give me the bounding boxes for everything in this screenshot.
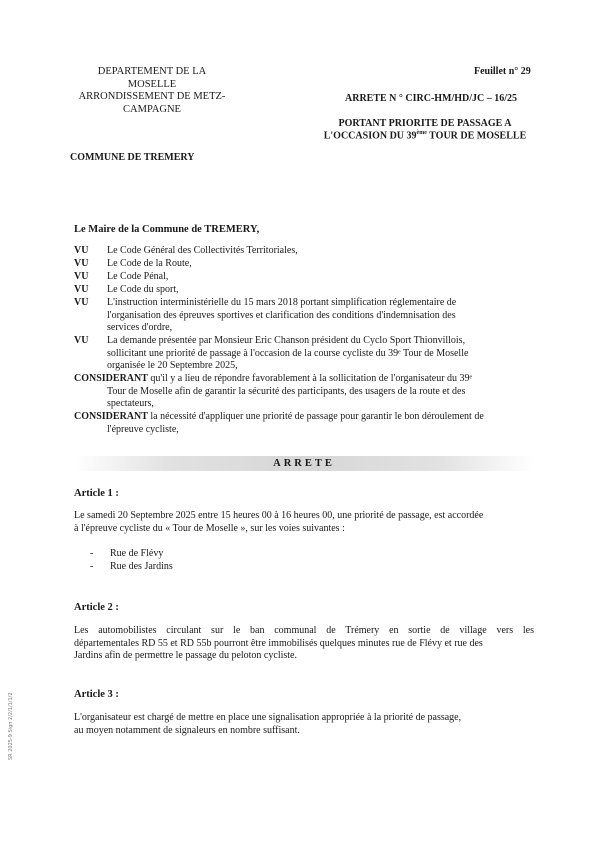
subject-text: L'OCCASION DU 39 [323, 130, 417, 142]
subject-line [300, 130, 550, 142]
mayor-intro: Le Maire de la Commune de TREMERY, [74, 224, 260, 235]
subject-text: TOUR DE MOSELLE [426, 130, 527, 142]
vu-text [107, 245, 534, 258]
department-line: DEPARTEMENT DE LA [97, 66, 207, 77]
article-title: Article 1 : [74, 488, 119, 499]
vu-label: VU [74, 297, 89, 308]
vu-line: L'instruction interministérielle du 15 mars 2018 portant simplification réglementaire de [107, 297, 457, 308]
feuillet-number: Feuillet n° 29 [474, 66, 531, 77]
considerant-first-line [74, 411, 534, 424]
vu-line: organisée le 20 Septembre 2025, [107, 360, 238, 371]
article-body [74, 510, 534, 535]
vu-label: VU [74, 258, 89, 269]
article-body [74, 625, 534, 663]
vu-line: Le Code de la Route, [107, 258, 192, 269]
considerant-line: spectateurs, [107, 398, 154, 409]
article-line: Le samedi 20 Septembre 2025 entre 15 heures 00 à 16 heures 00, une priorité de passage, est accordée [74, 510, 484, 521]
vu-text [107, 258, 534, 271]
arrete-heading: ARRETE [273, 458, 335, 469]
vu-text [107, 271, 534, 284]
department-line: ARRONDISSEMENT DE METZ- [78, 91, 226, 103]
vu-line: services d'ordre, [107, 322, 173, 333]
article-title: Article 3 : [74, 689, 119, 700]
arrete-subject [300, 118, 550, 142]
considerant-label: CONSIDERANT [74, 373, 148, 384]
considerant-text: la nécessité d'appliquer une priorité de passage pour garantir le bon déroulement de [147, 411, 484, 422]
department-block [62, 66, 242, 116]
list-dash: - [90, 561, 94, 572]
list-dash: - [90, 548, 94, 559]
vu-label: VU [74, 335, 89, 346]
considerant-label: CONSIDERANT [74, 411, 148, 422]
article-title: Article 2 : [74, 602, 119, 613]
article-line: à l'épreuve cycliste du « Tour de Moselle », sur les voies suivantes : [74, 522, 345, 534]
vu-label: VU [74, 245, 89, 256]
considerant-text: qu'il y a lieu de répondre favorablement à la sollicitation de l'organisateur du 39ᵉ [147, 373, 473, 384]
list-item [90, 548, 163, 561]
department-line: CAMPAGNE [123, 103, 181, 115]
street-name: Rue des Jardins [110, 561, 173, 572]
vu-label: VU [74, 271, 89, 282]
vu-line: Le Code du sport, [107, 284, 179, 295]
considerant-item [74, 411, 534, 436]
article-body [74, 712, 534, 737]
considerant-line: Tour de Moselle afin de garantir la sécurité des participants, des usagers de la route et des [107, 385, 466, 397]
considerant-first-line [74, 373, 534, 386]
article-line: L'organisateur est chargé de mettre en place une signalisation appropriée à la priorité de passage, [74, 712, 462, 723]
article-line: départementales RD 55 et RD 55b pourront être immobilisés quelques minutes rue de Flévy et rue des [74, 637, 483, 649]
vu-label: VU [74, 284, 89, 295]
list-item [90, 561, 173, 574]
vu-text [107, 335, 534, 373]
side-reference-code: SR 2025-9 Sign 2/2/1/1/1/2 [8, 692, 14, 760]
article-line: Jardins afin de permettre le passage du peloton cycliste. [74, 650, 297, 661]
vu-text [107, 284, 534, 297]
subject-superscript: ème [416, 130, 427, 136]
arrete-number: ARRETE N ° CIRC-HM/HD/JC – 16/25 [345, 93, 518, 104]
vu-line: La demande présentée par Monsieur Eric Chanson président du Cyclo Sport Thionvillois, [107, 335, 466, 346]
considerant-line: l'épreuve cycliste, [107, 423, 179, 435]
article-line: Les automobilistes circulant sur le ban communal de Trémery en sortie de village vers les [74, 625, 534, 636]
considerant-item [74, 373, 534, 411]
article-line: au moyen notamment de signaleurs en nombre suffisant. [74, 724, 300, 736]
subject-line: PORTANT PRIORITE DE PASSAGE A [338, 118, 512, 129]
vu-text [107, 297, 534, 335]
department-line: MOSELLE [127, 78, 177, 90]
commune-name: COMMUNE DE TREMERY [70, 152, 195, 163]
arrete-heading-bar [74, 456, 534, 471]
vu-line: Le Code Général des Collectivités Territoriales, [107, 245, 298, 256]
vu-line: Le Code Pénal, [107, 271, 169, 282]
street-name: Rue de Flévy [110, 548, 164, 559]
vu-line: sollicitant une priorité de passage à l'occasion de la course cycliste du 39ᵉ Tour de Moselle [107, 347, 469, 359]
vu-line: l'organisation des épreuves sportives et clarification des conditions d'indemnisation des [107, 309, 456, 321]
